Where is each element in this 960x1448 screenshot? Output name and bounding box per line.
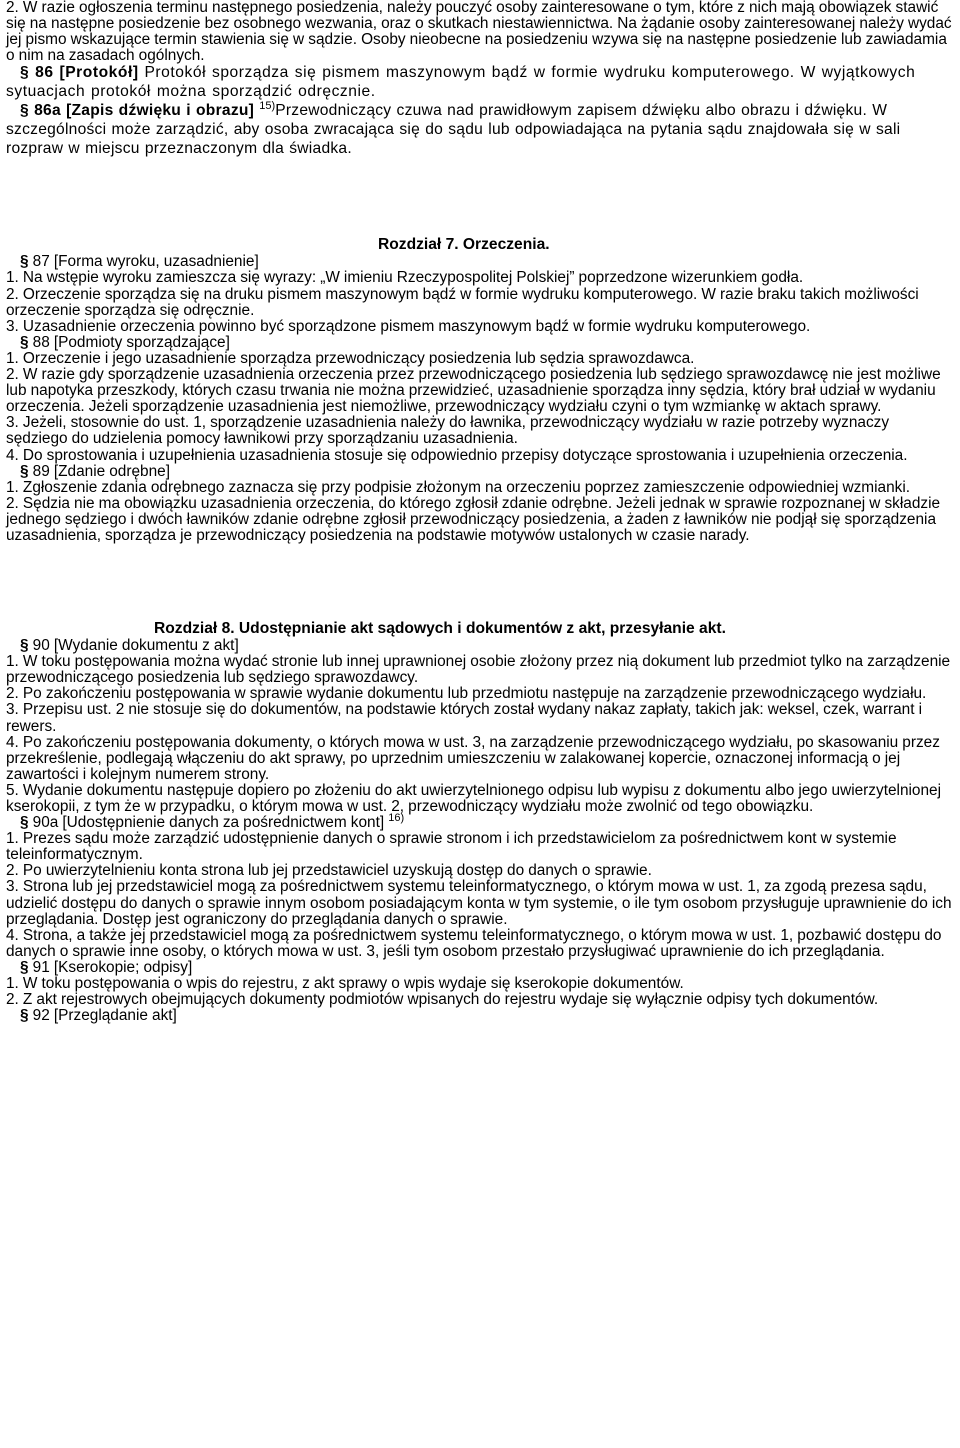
numbered-paragraph <box>6 319 952 335</box>
numbered-paragraph <box>6 287 952 319</box>
numbered-paragraph <box>6 928 952 960</box>
section-symbol: § <box>20 64 30 82</box>
numbered-paragraph <box>6 783 952 815</box>
section-heading-text: 92 [Przeglądanie akt] <box>32 1007 177 1025</box>
section-heading-text: 87 [Forma wyroku, uzasadnienie] <box>32 253 259 271</box>
numbered-paragraph <box>6 879 952 927</box>
section-86-heading: 86 [Protokół] <box>35 64 139 82</box>
section-heading-text: 90 [Wydanie dokumentu z akt] <box>32 637 239 655</box>
paragraph-text: 3. Strona lub jej przedstawiciel mogą za pośrednictwem systemu teleinformatycznego, o którym mowa w ust. 1, za zgodą prezesa sądu, udzielić dostępu do danych o sprawie innym osobom posiadającym konta w tym systemie, o ile tym osobom przysługuje uprawnienie do ich przeglądania. Dostęp jest ograniczony do przeglądania danych o sprawie. <box>6 878 952 928</box>
paragraph-text: 2. Po zakończeniu postępowania w sprawie wydanie dokumentu lub przedmiotu następuje na zarządzenie przewodniczącego wydziału. <box>6 685 927 703</box>
paragraph-text: 3. Uzasadnienie orzeczenia powinno być sporządzone pismem maszynowym bądź w formie wydruku komputerowego. <box>6 317 811 335</box>
section-heading <box>6 335 952 351</box>
section-86 <box>6 64 952 101</box>
paragraph-text: 2. Orzeczenie sporządza się na druku pismem maszynowym bądź w formie wydruku komputerowego. W razie braku takich możliwości orzeczenie sporządza się odręcznie. <box>6 285 919 319</box>
chapter-8-title: Rozdział 8. Udostępnianie akt sądowych i dokumentów z akt, przesyłanie akt. <box>154 620 726 638</box>
numbered-paragraph <box>6 496 952 544</box>
paragraph-85-2: 2. W razie ogłoszenia terminu następnego posiedzenia, należy pouczyć osoby zainteresowane o tym, które z nich mają obowiązek stawić się na następne posiedzenie bez osobnego wezwania, oraz o skutkach niestawiennictwa. Na żądanie osoby zainteresowanej należy wydać jej pismo wskazujące termin stawienia się w sądzie. Osoby nieobecne na posiedzeniu wzywa się na następne posiedzenie lub zawiadamia o nim na zasadach ogólnych. <box>6 0 952 65</box>
section-heading-text: 89 [Zdanie odrębne] <box>32 462 171 480</box>
paragraph-text: 2. W razie gdy sporządzenie uzasadnienia orzeczenia przez przewodniczącego posiedzenia lub sędziego sprawozdawcę nie jest możliwe lub napotyka przeszkody, których czasu trwania nie można przewidzieć, uzasadnienie sporządza inny sędzia, który brał udział w wydaniu orzeczenia. Jeżeli sporządzenie uzasadnienia jest niemożliwe, przewodniczący wydziału czyni o tym wzmiankę w aktach sprawy. <box>6 366 941 416</box>
numbered-paragraph <box>6 863 952 879</box>
numbered-paragraph <box>6 831 952 863</box>
section-86a-text: Przewodniczący czuwa nad prawidłowym zapisem dźwięku albo obrazu i dźwięku. W szczególności może zarządzić, aby osoba zwracająca się do sądu lub odpowiadająca na pytania sądu znajdowała się w sali rozpraw w miejscu przeznaczonym dla świadka. <box>6 102 901 158</box>
section-symbol: § <box>20 462 29 480</box>
numbered-paragraph <box>6 702 952 734</box>
section-heading <box>6 812 952 832</box>
paragraph-text: 4. Do sprostowania i uzupełnienia uzasadnienia stosuje się odpowiednio przepisy dotyczące sprostowania i uzupełnienia orzeczenia. <box>6 446 908 464</box>
section-heading-text: 88 [Podmioty sporządzające] <box>32 333 230 351</box>
paragraph-text: 5. Wydanie dokumentu następuje dopiero po złożeniu do akt uwierzytelnionego odpisu lub wypisu z dokumentu albo jego uwierzytelnionej kserokopii, z tym że w przypadku, o którym mowa w ust. 2, przewodniczący wydziału może zwolnić od tego obowiązku. <box>6 781 942 815</box>
section-heading-text: 90a [Udostępnienie danych za pośrednictwem kont] <box>32 814 385 832</box>
paragraph-text: 1. W toku postępowania o wpis do rejestru, z akt sprawy o wpis wydaje się kserokopie dokumentów. <box>6 975 684 993</box>
section-symbol: § <box>20 637 29 655</box>
numbered-paragraph <box>6 415 952 447</box>
numbered-paragraph <box>6 448 952 464</box>
section-symbol: § <box>20 814 29 832</box>
numbered-paragraph <box>6 480 952 496</box>
section-symbol: § <box>20 102 29 120</box>
chapter-8-body <box>6 638 952 1024</box>
chapter-7-body <box>6 254 952 544</box>
section-symbol: § <box>20 1007 29 1025</box>
paragraph-text: 1. Zgłoszenie zdania odrębnego zaznacza się przy podpisie złożonym na orzeczeniu poprzez zamieszczenie odpowiedniej wzmianki. <box>6 478 911 496</box>
numbered-paragraph <box>6 992 952 1008</box>
section-heading <box>6 1008 952 1024</box>
section-heading <box>6 638 952 654</box>
document-page <box>6 0 952 1024</box>
section-heading <box>6 464 952 480</box>
paragraph-text: 2. Sędzia nie ma obowiązku uzasadnienia orzeczenia, do którego zgłosił zdanie odrębne. Jeżeli jednak w sprawie rozpoznanej w składzie jednego sędziego i dwóch ławników zdanie odrębne zgłosił przewodniczący posiedzenia, a żaden z ławników nie podjął się sporządzenia uzasadnienia, sporządza je przewodniczący posiedzenia na podstawie motywów ustalonych w czasie narady. <box>6 494 941 544</box>
paragraph-text: 2. Z akt rejestrowych obejmujących dokumenty podmiotów wpisanych do rejestru wydaje się wyłącznie odpisy tych dokumentów. <box>6 991 879 1009</box>
section-symbol: § <box>20 958 29 976</box>
section-86a <box>6 101 952 158</box>
numbered-paragraph <box>6 686 952 702</box>
numbered-paragraph <box>6 367 952 415</box>
paragraph-text: 1. Orzeczenie i jego uzasadnienie sporządza przewodniczący posiedzenia lub sędzia sprawozdawca. <box>6 349 695 367</box>
paragraph-text: 4. Po zakończeniu postępowania dokumenty, o których mowa w ust. 3, na zarządzenie przewodniczącego wydziału, po skasowaniu przez przekreślenie, podlegają włączeniu do akt sprawy, po uprzednim umieszczeniu w zalakowanej kopercie, oznaczonej informacją o jej zawartości i kolejnym numerem strony. <box>6 733 940 783</box>
numbered-paragraph <box>6 351 952 367</box>
numbered-paragraph <box>6 735 952 783</box>
section-heading <box>6 254 952 270</box>
footnote-15: 15) <box>259 100 276 113</box>
paragraph-text: 4. Strona, a także jej przedstawiciel mogą za pośrednictwem systemu teleinformatycznego, o którym mowa w ust. 1, pozbawić dostępu do danych o sprawie inne osoby, o których mowa w ust. 3, jeśli tym osobom przestało przysługiwać uprawnienie do ich przeglądania. <box>6 926 942 960</box>
section-heading-text: 91 [Kserokopie; odpisy] <box>32 958 193 976</box>
paragraph-text: 3. Jeżeli, stosownie do ust. 1, sporządzenie uzasadnienia należy do ławnika, przewodniczący wydziału w razie potrzeby wyznaczy sędziego do udzielenia pomocy ławnikowi przy sporządzaniu uzasadnienia. <box>6 414 890 448</box>
chapter-7-title: Rozdział 7. Orzeczenia. <box>378 236 550 254</box>
paragraph-text: 1. Prezes sądu może zarządzić udostępnienie danych o sprawie stronom i ich przedstawicielom za pośrednictwem kont w systemie teleinformatycznym. <box>6 830 897 864</box>
paragraph-text: 2. Po uwierzytelnieniu konta strona lub jej przedstawiciel uzyskują dostęp do danych o sprawie. <box>6 862 652 880</box>
paragraph-text: 1. W toku postępowania można wydać stronie lub innej uprawnionej osobie złożony przez nią dokument lub przedmiot tylko na zarządzenie przewodniczącego posiedzenia lub sędziego sprawozdawcy. <box>6 653 951 687</box>
numbered-paragraph <box>6 976 952 992</box>
paragraph-text: 1. Na wstępie wyroku zamieszcza się wyrazy: „W imieniu Rzeczypospolitej Polskiej” poprzedzone wizerunkiem godła. <box>6 269 804 287</box>
footnote-marker: 16) <box>388 812 405 825</box>
section-heading <box>6 960 952 976</box>
numbered-paragraph <box>6 270 952 286</box>
section-symbol: § <box>20 333 29 351</box>
section-86-text: Protokół sporządza się pismem maszynowym bądź w formie wydruku komputerowego. W wyjątkowych sytuacjach protokół można sporządzić odręcznie. <box>6 64 916 100</box>
numbered-paragraph <box>6 654 952 686</box>
section-symbol: § <box>20 253 29 271</box>
section-86a-heading: 86a [Zapis dźwięku i obrazu] <box>34 102 255 120</box>
paragraph-text: 3. Przepisu ust. 2 nie stosuje się do dokumentów, na podstawie których został wydany nakaz zapłaty, takich jak: weksel, czek, warrant i rewers. <box>6 701 922 735</box>
